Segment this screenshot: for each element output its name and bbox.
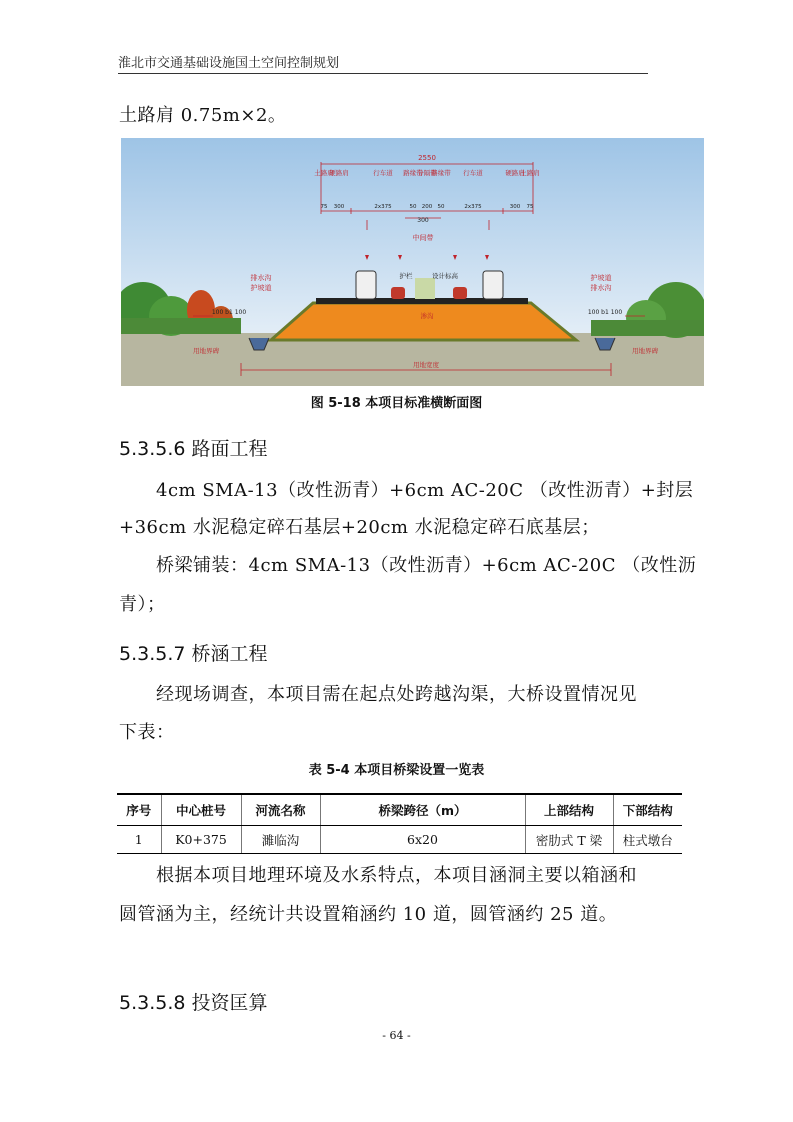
median-drain-label: 渗沟 <box>420 312 434 320</box>
page-number: - 64 - <box>382 1029 411 1042</box>
total-width: 2550 <box>418 154 436 162</box>
median-planting <box>415 278 435 299</box>
seg-value: 2x375 <box>374 204 392 210</box>
embankment <box>271 303 576 340</box>
pavement-heading: 5.3.5.6 路面工程 <box>119 438 268 460</box>
seg-value: 50 <box>409 204 417 210</box>
bridge-table <box>117 793 682 854</box>
median-label: 中间带 <box>412 234 434 242</box>
cross-section-drawing <box>121 138 704 386</box>
col-header-substructure: 下部结构 <box>613 794 682 826</box>
cross-section-figure <box>121 138 704 386</box>
cell-station: K0+375 <box>161 826 241 854</box>
pavement-line-1: 4cm SMA-13（改性沥青）+6cm AC-20C （改性沥青）+封层 <box>156 480 694 501</box>
left-drain-label: 排水沟 <box>250 274 272 282</box>
cell-substructure: 柱式墩台 <box>613 826 682 854</box>
left-ditch-dims: 100 b1 100 <box>211 309 247 316</box>
pavement-line-2: +36cm 水泥稳定碎石基层+20cm 水泥稳定碎石底基层； <box>119 517 600 538</box>
median-width: 300 <box>417 217 429 224</box>
cell-superstructure: 密肋式 T 梁 <box>525 826 613 854</box>
bridge-line-1: 经现场调查，本项目需在起点处跨越沟渠，大桥设置情况见 <box>156 684 637 705</box>
col-header-span: 桥梁跨径（m） <box>320 794 525 826</box>
seg-value: 2x375 <box>464 204 482 210</box>
cell-number: 1 <box>117 826 161 854</box>
col-header-superstructure: 上部结构 <box>525 794 613 826</box>
label-curb-right: 路缘带 <box>431 169 451 177</box>
cell-river: 濉临沟 <box>241 826 320 854</box>
seg-value: 300 <box>333 204 345 210</box>
label-curb-left: 路缘带 <box>403 169 423 177</box>
pavement-line-3: 桥梁铺装：4cm SMA-13（改性沥青）+6cm AC-20C （改性沥 <box>156 555 697 576</box>
intro-line: 土路肩 0.75m×2。 <box>119 105 287 126</box>
land-width-label: 用地宽度 <box>413 361 439 369</box>
label-hard-shoulder-left: 硬路肩 <box>329 169 349 177</box>
header-rule <box>118 73 648 74</box>
right-ditch-dims: 100 b1 100 <box>587 309 623 316</box>
col-header-number: 序号 <box>117 794 161 826</box>
bridge-heading: 5.3.5.7 桥涵工程 <box>119 643 268 665</box>
running-header: 淮北市交通基础设施国土空间控制规划 <box>118 56 340 71</box>
bridge-line-2: 下表： <box>119 722 175 743</box>
label-soil-shoulder-left: 土路肩 <box>314 169 334 177</box>
seg-value: 300 <box>509 204 521 210</box>
investment-heading: 5.3.5.8 投资匡算 <box>119 992 268 1014</box>
car-left <box>391 287 405 299</box>
seg-value: 75 <box>320 204 328 210</box>
design-elevation-label: 设计标高 <box>432 272 458 280</box>
culvert-line-2: 圆管涵为主，经统计共设置箱涵约 10 道，圆管涵约 25 道。 <box>119 904 618 925</box>
label-median-divider: 分隔带 <box>417 169 437 177</box>
label-lane-right: 行车道 <box>463 169 483 177</box>
col-header-river: 河流名称 <box>241 794 320 826</box>
right-berm-label: 护坡道 <box>590 274 612 282</box>
right-drain-label: 排水沟 <box>590 284 612 292</box>
cell-span: 6x20 <box>320 826 525 854</box>
right-boundary-label: 用地界碑 <box>632 347 658 355</box>
bus-left <box>356 271 376 299</box>
label-lane-left: 行车道 <box>373 169 393 177</box>
col-header-station: 中心桩号 <box>161 794 241 826</box>
left-boundary-label: 用地界碑 <box>193 347 219 355</box>
guardrail-label: 护栏 <box>399 272 413 280</box>
label-hard-shoulder-right: 硬路肩 <box>505 169 525 177</box>
seg-value: 200 <box>421 204 433 210</box>
bus-right <box>483 271 503 299</box>
table-caption: 表 5-4 本项目桥梁设置一览表 <box>308 763 485 778</box>
culvert-line-1: 根据本项目地理环境及水系特点，本项目涵洞主要以箱涵和 <box>156 865 637 886</box>
pavement-line-4: 青）； <box>119 594 166 615</box>
top-labels <box>314 168 540 177</box>
seg-value: 75 <box>526 204 534 210</box>
table-row <box>117 826 682 854</box>
left-berm-label: 护坡道 <box>250 284 272 292</box>
figure-caption: 图 5-18 本项目标准横断面图 <box>310 396 483 411</box>
seg-value: 50 <box>437 204 445 210</box>
label-soil-shoulder-right: 土路肩 <box>520 169 540 177</box>
table-header-row <box>117 794 682 826</box>
car-right <box>453 287 467 299</box>
